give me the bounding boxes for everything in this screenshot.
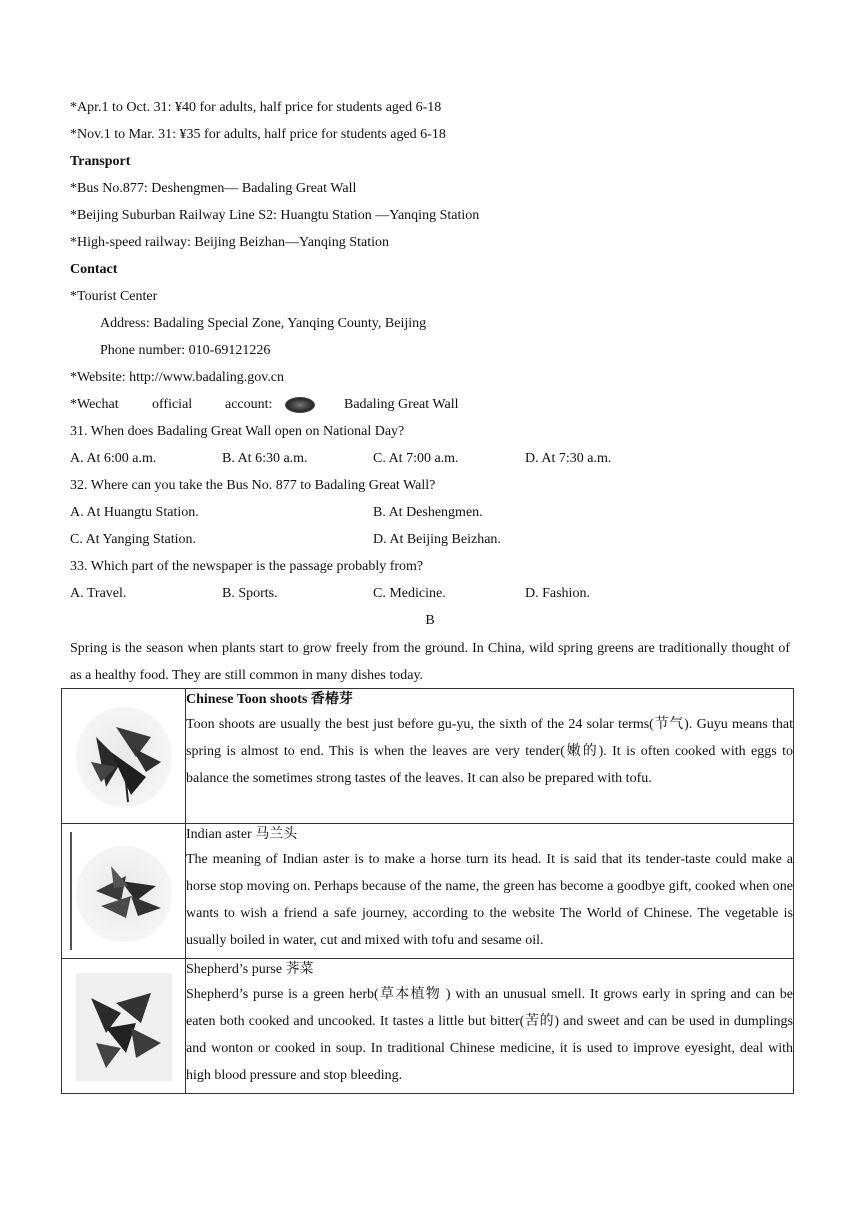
address: Address: Badaling Special Zone, Yanqing County, Beijing (100, 316, 427, 331)
question-32: 32. Where can you take the Bus No. 877 to Badaling Great Wall? (70, 478, 436, 493)
phone-number: Phone number: 010-69121226 (100, 343, 271, 358)
green-description (186, 824, 794, 959)
greens-table (61, 688, 794, 1094)
wechat-account-name: Badaling Great Wall (344, 397, 459, 412)
option: A. At 6:00 a.m. (70, 451, 157, 466)
tourist-center: *Tourist Center (70, 289, 158, 304)
fee-line-1: *Apr.1 to Oct. 31: ¥40 for adults, half price for students aged 6-18 (70, 100, 442, 115)
photo-cell (62, 959, 186, 1094)
green-description (186, 959, 794, 1094)
shepherds-purse-image (76, 973, 172, 1081)
green-text: The meaning of Indian aster is to make a horse turn its head. It is said that its tender-taste could make a horse stop moving on. Perhaps because of the name, the green has become a goodbye gift, cooked when one wants to wish a friend a safe journey, according to the website The World of Chinese. The vegetable is usually boiled in water, cut and mixed with tofu and sesame oil. (186, 852, 793, 948)
toon-shoots-photo (76, 707, 172, 807)
transport-item: *Bus No.877: Deshengmen— Badaling Great Wall (70, 181, 357, 196)
option: B. At Deshengmen. (373, 505, 483, 520)
green-text: Toon shoots are usually the best just before gu-yu, the sixth of the 24 solar terms(节气). Guyu means that spring is almost to end. This is when the leaves are very tender(嫩的). It is often cooked with eggs to balance the sometimes strong tastes of the leaves. It can also be prepared with tofu. (186, 717, 793, 786)
question-33: 33. Which part of the newspaper is the passage probably from? (70, 559, 424, 574)
section-letter: B (425, 613, 435, 628)
photo-edge-line (70, 832, 72, 950)
table-row (62, 959, 794, 1094)
transport-item: *Beijing Suburban Railway Line S2: Huangtu Station —Yanqing Station (70, 208, 480, 223)
green-description (186, 689, 794, 824)
transport-item: *High-speed railway: Beijing Beizhan—Yanqing Station (70, 235, 389, 250)
wechat-word: *Wechat (70, 397, 119, 412)
option: A. Travel. (70, 586, 127, 601)
green-text: Shepherd’s purse is a green herb(草本植物 ) with an unusual smell. It grows early in spring and can be eaten both cooked and uncooked. It tastes a little but bitter(苦的) and sweet and can be used in dumplings and wonton or cooked in soup. In traditional Chinese medicine, it is used to improve eyesight, deal with high blood pressure and stop bleeding. (186, 987, 793, 1083)
option: C. Medicine. (373, 586, 446, 601)
contact-heading: Contact (70, 262, 118, 277)
shepherds-purse-photo (76, 973, 172, 1081)
option: B. At 6:30 a.m. (222, 451, 308, 466)
indian-aster-image (76, 846, 172, 942)
wechat-qr-icon (285, 397, 315, 413)
wechat-word: account: (225, 397, 273, 412)
table-row (62, 824, 794, 959)
website: *Website: http://www.badaling.gov.cn (70, 370, 285, 385)
wechat-word: official (152, 397, 193, 412)
green-title: Shepherd’s purse 荠菜 (186, 962, 314, 977)
option: B. Sports. (222, 586, 278, 601)
fee-line-2: *Nov.1 to Mar. 31: ¥35 for adults, half price for students aged 6-18 (70, 127, 446, 142)
photo-cell (62, 824, 186, 959)
indian-aster-photo (76, 846, 172, 942)
option: D. At Beijing Beizhan. (373, 532, 501, 547)
option: C. At 7:00 a.m. (373, 451, 459, 466)
photo-cell (62, 689, 186, 824)
option: D. Fashion. (525, 586, 590, 601)
green-title: Chinese Toon shoots 香椿芽 (186, 692, 353, 707)
option: A. At Huangtu Station. (70, 505, 199, 520)
green-title: Indian aster 马兰头 (186, 827, 298, 842)
table-row (62, 689, 794, 824)
section-intro: Spring is the season when plants start to grow freely from the ground. In China, wild spring greens are traditionally thought of as a healthy food. They are still common in many dishes today. (70, 641, 790, 683)
option: C. At Yanging Station. (70, 532, 197, 547)
question-31: 31. When does Badaling Great Wall open on National Day? (70, 424, 405, 439)
toon-shoots-image (76, 707, 172, 807)
option: D. At 7:30 a.m. (525, 451, 612, 466)
transport-heading: Transport (70, 154, 131, 169)
